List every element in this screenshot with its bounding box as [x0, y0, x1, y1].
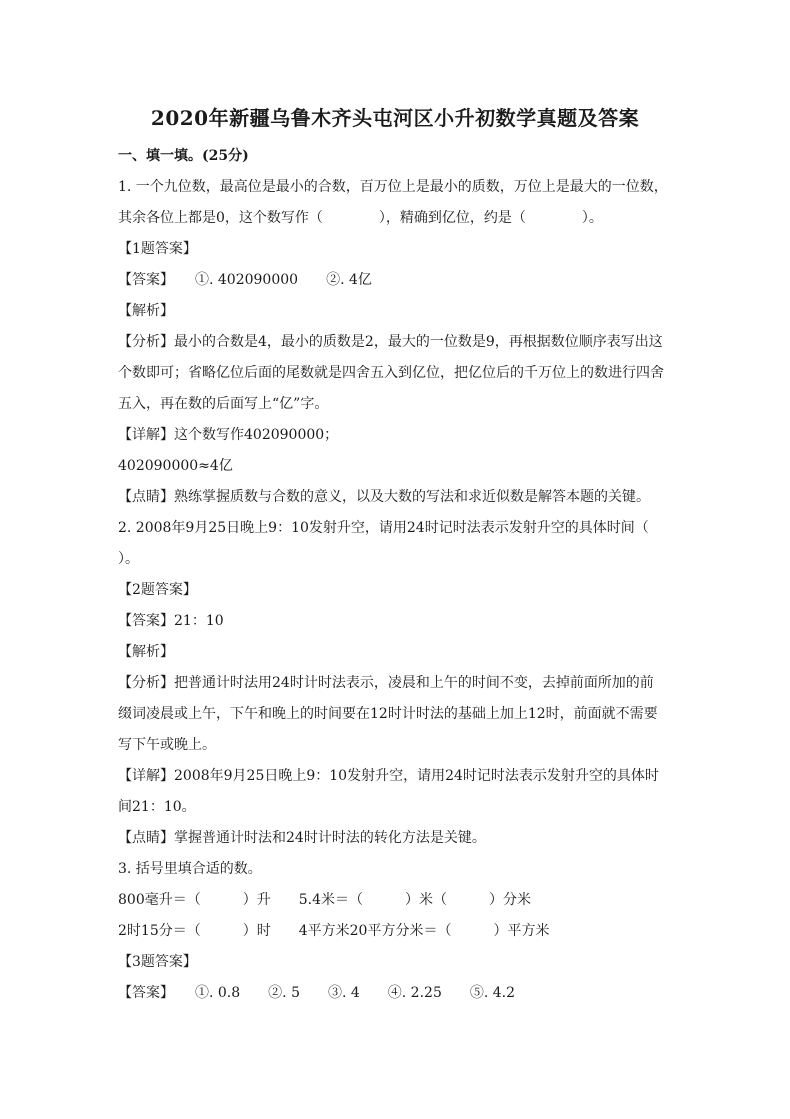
question-3-text: 3. 括号里填合适的数。 — [118, 861, 262, 877]
answer-heading: 【2题答案】 — [118, 582, 197, 598]
key-point-text: 【点睛】掌握普通计时法和24时计时法的转化方法是关键。 — [118, 830, 486, 846]
question-1-text: 其余各位上都是0，这个数写作（ ），精确到亿位，约是（ ）。 — [118, 210, 603, 226]
analysis-text: 【分析】把普通计时法用24时计时法表示，凌晨和上午的时间不变，去掉前面所加的前 — [118, 675, 654, 691]
question-2-text: 2. 2008年9月25日晚上9：10发射升空，请用24时记时法表示发射升空的具体时间（ — [118, 520, 649, 536]
question-1-text: 1. 一个九位数，最高位是最小的合数，百万位上是最小的质数，万位上是最大的一位数， — [118, 179, 668, 195]
detail-text: 【详解】这个数写作402090000； — [118, 427, 339, 443]
analysis-heading: 【解析】 — [118, 303, 174, 319]
answer-line: 【答案】 ①. 0.8 ②. 5 ③. 4 ④. 2.25 ⑤. 4.2 — [118, 985, 516, 1001]
answer-line: 【答案】 ①. 402090000 ②. 4亿 — [118, 272, 372, 288]
question-2-text: ）。 — [118, 551, 139, 567]
analysis-text: 【分析】最小的合数是4，最小的质数是2，最大的一位数是9，再根据数位顺序表写出这 — [118, 334, 663, 350]
analysis-text: 五入，再在数的后面写上“亿”字。 — [118, 396, 329, 412]
analysis-text: 写下午或晚上。 — [118, 737, 216, 753]
answer-heading: 【1题答案】 — [118, 241, 197, 257]
analysis-heading: 【解析】 — [118, 644, 174, 660]
detail-text: 【详解】2008年9月25日晚上9：10发射升空，请用24时记时法表示发射升空的具体时 — [118, 768, 659, 784]
document-title: 2020年新疆乌鲁木齐头屯河区小升初数学真题及答案 — [150, 106, 640, 130]
answer-heading: 【3题答案】 — [118, 954, 197, 970]
analysis-text: 缀词凌晨或上午，下午和晚上的时间要在12时计时法的基础上加上12时，前面就不需要 — [118, 706, 658, 722]
question-3-items: 2时15分＝（ ）时 4平方米20平方分米＝（ ）平方米 — [118, 923, 550, 939]
question-3-items: 800毫升＝（ ）升 5.4米＝（ ）米（ ）分米 — [118, 892, 531, 908]
analysis-text: 个数即可；省略亿位后面的尾数就是四舍五入到亿位，把亿位后的千万位上的数进行四舍 — [118, 365, 664, 381]
key-point-text: 【点睛】熟练掌握质数与合数的意义，以及大数的写法和求近似数是解答本题的关键。 — [118, 489, 650, 505]
detail-text: 402090000≈4亿 — [118, 458, 233, 474]
detail-text: 间21：10。 — [118, 799, 196, 815]
answer-line: 【答案】21：10 — [118, 613, 224, 629]
section-heading: 一、填一填。(25分) — [118, 148, 249, 164]
